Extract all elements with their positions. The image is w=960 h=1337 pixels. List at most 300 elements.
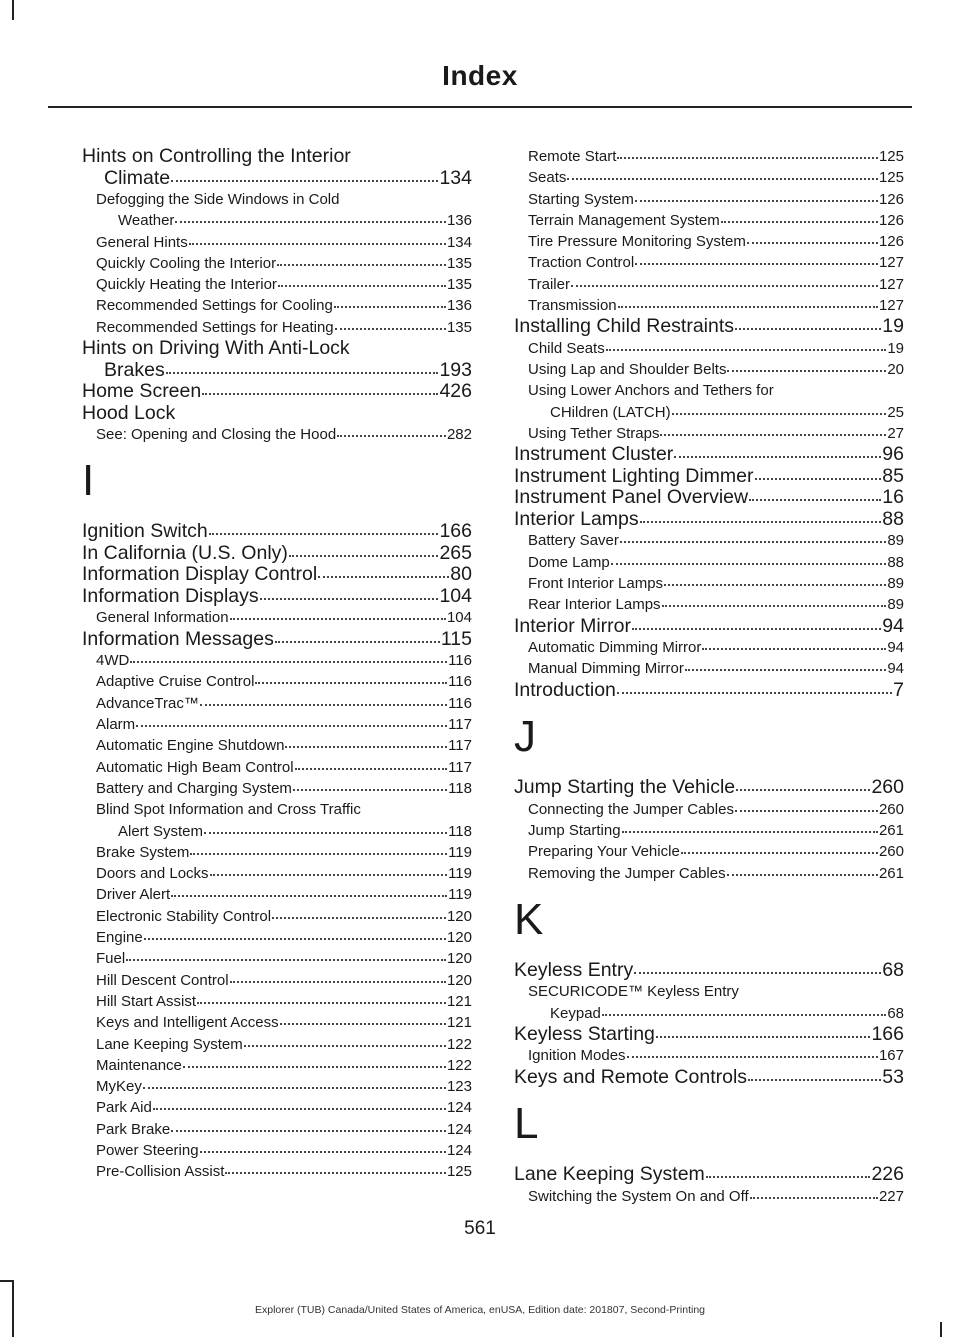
index-page-number: 20 bbox=[887, 361, 904, 379]
index-entry-text: Battery and Charging System bbox=[96, 779, 292, 797]
index-entry-text: Hints on Driving With Anti-Lock bbox=[82, 337, 350, 360]
dot-leader bbox=[606, 338, 887, 351]
index-page-number: 68 bbox=[882, 958, 904, 981]
index-page-number: 89 bbox=[887, 596, 904, 614]
index-page-number: 126 bbox=[878, 190, 904, 208]
index-entry[interactable] bbox=[82, 521, 472, 543]
index-subentry[interactable] bbox=[82, 757, 472, 778]
dot-leader bbox=[656, 1022, 871, 1038]
index-subentry[interactable] bbox=[514, 658, 904, 679]
dot-leader bbox=[721, 210, 878, 223]
index-page-number: 115 bbox=[440, 627, 472, 650]
index-page-number: 261 bbox=[878, 864, 904, 882]
index-page-number: 261 bbox=[878, 821, 904, 839]
dot-leader bbox=[571, 274, 878, 287]
index-subentry[interactable] bbox=[82, 991, 472, 1012]
dot-leader bbox=[293, 778, 447, 791]
index-entry-text: Keyless Starting bbox=[514, 1022, 655, 1045]
index-entry-text: Installing Child Restraints bbox=[514, 315, 735, 338]
index-subentry[interactable] bbox=[514, 295, 904, 316]
index-entry-text: Instrument Cluster bbox=[514, 443, 674, 466]
index-entry-text: Quickly Heating the Interior bbox=[96, 276, 277, 294]
index-entry-text: Trailer bbox=[528, 275, 570, 293]
index-subentry[interactable] bbox=[82, 1012, 472, 1033]
index-entry[interactable] bbox=[82, 586, 472, 608]
index-page-number: 80 bbox=[450, 563, 472, 586]
index-page-number: 117 bbox=[448, 716, 472, 734]
index-page-number: 134 bbox=[439, 166, 472, 189]
index-subentry[interactable] bbox=[82, 1055, 472, 1076]
index-subentry[interactable] bbox=[82, 295, 472, 316]
index-entry-text: Connecting the Jumper Cables bbox=[528, 800, 734, 818]
index-entry-text: Hill Descent Control bbox=[96, 971, 229, 989]
index-entry-text: See: Opening and Closing the Hood bbox=[96, 426, 337, 444]
dot-leader bbox=[197, 991, 446, 1004]
index-subentry[interactable] bbox=[514, 637, 904, 658]
index-subentry[interactable] bbox=[82, 1140, 472, 1161]
index-page-number: 120 bbox=[446, 971, 472, 989]
index-page-number: 166 bbox=[439, 520, 472, 543]
dot-leader bbox=[200, 1141, 446, 1154]
index-subentry[interactable] bbox=[82, 253, 472, 274]
index-subentry[interactable] bbox=[82, 714, 472, 735]
dot-leader bbox=[230, 970, 446, 983]
index-subentry[interactable] bbox=[514, 1045, 904, 1066]
index-page-number: 89 bbox=[887, 574, 904, 592]
index-subentry[interactable] bbox=[514, 1186, 904, 1207]
index-page-number: 121 bbox=[446, 992, 472, 1010]
dot-leader bbox=[632, 614, 881, 630]
index-entry-text: Recommended Settings for Cooling bbox=[96, 297, 333, 315]
dot-leader bbox=[748, 1065, 881, 1081]
index-page-number: 117 bbox=[448, 737, 472, 755]
index-entry-text: Introduction bbox=[514, 678, 616, 701]
index-page-number: 260 bbox=[878, 843, 904, 861]
dot-leader bbox=[175, 211, 446, 224]
index-entry-text: Brakes bbox=[104, 358, 165, 381]
index-page-number: 25 bbox=[887, 403, 904, 421]
index-entry-text: CHildren (LATCH) bbox=[550, 403, 671, 421]
index-subentry[interactable] bbox=[514, 820, 904, 841]
index-entry-text: Instrument Lighting Dimmer bbox=[514, 464, 754, 487]
index-subentry[interactable] bbox=[514, 552, 904, 573]
index-subentry[interactable] bbox=[82, 906, 472, 927]
index-subentry[interactable] bbox=[514, 210, 904, 231]
dot-leader bbox=[727, 360, 886, 373]
index-subentry[interactable] bbox=[82, 735, 472, 756]
index-entry-text: Using Lap and Shoulder Belts bbox=[528, 361, 727, 379]
index-entry-text: Electronic Stability Control bbox=[96, 907, 272, 925]
index-entry[interactable] bbox=[514, 960, 904, 982]
dot-leader bbox=[278, 275, 446, 288]
dot-leader bbox=[755, 464, 882, 480]
index-entry[interactable] bbox=[82, 381, 472, 403]
index-entry-text: Preparing Your Vehicle bbox=[528, 843, 680, 861]
index-page-number: 120 bbox=[446, 950, 472, 968]
index-page-number: 19 bbox=[887, 339, 904, 357]
index-entry[interactable] bbox=[514, 680, 904, 702]
index-entry-text: Transmission bbox=[528, 297, 617, 315]
index-subentry[interactable] bbox=[82, 1034, 472, 1055]
dot-leader bbox=[747, 232, 878, 245]
index-entry-text: SECURICODE™ Keyless Entry bbox=[528, 983, 739, 1001]
dot-leader bbox=[277, 253, 446, 266]
index-page-number: 119 bbox=[448, 843, 472, 861]
crop-mark-bottom-right bbox=[940, 1322, 942, 1337]
index-entry-text: Information Displays bbox=[82, 584, 259, 607]
dot-leader bbox=[635, 253, 878, 266]
index-entry-text: Keyless Entry bbox=[514, 958, 634, 981]
index-page-number: 116 bbox=[448, 652, 472, 670]
index-subentry[interactable] bbox=[82, 189, 472, 232]
index-entry-text: Defogging the Side Windows in Cold bbox=[96, 191, 340, 208]
index-subentry[interactable] bbox=[514, 231, 904, 252]
index-subentry[interactable] bbox=[82, 799, 472, 842]
index-page-number: 265 bbox=[439, 541, 472, 564]
index-subentry[interactable] bbox=[82, 671, 472, 692]
index-page-number: 7 bbox=[893, 678, 904, 701]
index-entry[interactable] bbox=[514, 777, 904, 799]
index-column-left bbox=[82, 146, 472, 1183]
index-page-number: 166 bbox=[871, 1022, 904, 1045]
index-page-number: 135 bbox=[446, 318, 472, 336]
index-page-number: 68 bbox=[887, 1004, 904, 1022]
index-page-number: 126 bbox=[878, 211, 904, 229]
index-entry-text: Interior Lamps bbox=[514, 507, 639, 530]
index-subentry[interactable] bbox=[514, 146, 904, 167]
index-entry-text: Information Messages bbox=[82, 627, 274, 650]
index-entry-text: Battery Saver bbox=[528, 532, 619, 550]
dot-leader bbox=[230, 608, 446, 621]
index-entry-text: Quickly Cooling the Interior bbox=[96, 254, 277, 272]
dot-leader bbox=[735, 315, 881, 331]
index-page-number: 27 bbox=[887, 425, 904, 443]
dot-leader bbox=[672, 402, 887, 415]
index-entry-text: Tire Pressure Monitoring System bbox=[528, 233, 746, 251]
dot-leader bbox=[143, 1077, 446, 1090]
index-page-number: 117 bbox=[448, 758, 472, 776]
index-subentry[interactable] bbox=[82, 650, 472, 671]
index-page-number: 134 bbox=[446, 233, 472, 251]
index-subentry[interactable] bbox=[514, 841, 904, 862]
index-entry[interactable] bbox=[514, 616, 904, 638]
dot-leader bbox=[334, 296, 446, 309]
index-subentry[interactable] bbox=[82, 693, 472, 714]
index-subentry[interactable] bbox=[82, 927, 472, 948]
dot-leader bbox=[750, 1186, 878, 1199]
index-entry[interactable] bbox=[82, 543, 472, 565]
index-entry-text: MyKey bbox=[96, 1078, 142, 1096]
index-entry-text: Maintenance bbox=[96, 1056, 182, 1074]
index-page-number: 125 bbox=[878, 169, 904, 187]
index-subentry[interactable] bbox=[82, 607, 472, 628]
index-entry-text: Jump Starting bbox=[528, 821, 621, 839]
index-entry-text: Removing the Jumper Cables bbox=[528, 864, 726, 882]
index-entry-text: Park Brake bbox=[96, 1120, 171, 1138]
index-entry-text: Weather bbox=[118, 212, 175, 230]
index-page-number: 88 bbox=[882, 507, 904, 530]
index-subentry[interactable] bbox=[82, 1076, 472, 1097]
dot-leader bbox=[166, 358, 439, 374]
dot-leader bbox=[749, 486, 881, 502]
index-entry-text: Automatic High Beam Control bbox=[96, 758, 294, 776]
index-subentry[interactable] bbox=[82, 232, 472, 253]
index-page-number: 260 bbox=[878, 800, 904, 818]
index-subentry[interactable] bbox=[82, 884, 472, 905]
index-entry[interactable] bbox=[82, 629, 472, 651]
dot-leader bbox=[622, 820, 878, 833]
header-divider bbox=[48, 106, 912, 108]
dot-leader bbox=[210, 864, 448, 877]
dot-leader bbox=[318, 563, 449, 579]
dot-leader bbox=[225, 1162, 446, 1175]
index-entry[interactable] bbox=[514, 509, 904, 531]
index-page-number: 127 bbox=[878, 297, 904, 315]
index-subentry[interactable] bbox=[82, 970, 472, 991]
index-entry-text: Alarm bbox=[96, 716, 136, 734]
index-page-number: 104 bbox=[446, 609, 472, 627]
index-entry-text: Keys and Intelligent Access bbox=[96, 1014, 279, 1032]
dot-leader bbox=[702, 638, 886, 651]
index-entry-text: Brake System bbox=[96, 843, 190, 861]
index-subentry[interactable] bbox=[514, 380, 904, 423]
index-subentry[interactable] bbox=[82, 317, 472, 338]
index-entry-text: Lane Keeping System bbox=[96, 1035, 243, 1053]
dot-leader bbox=[209, 520, 439, 536]
index-page-number: 53 bbox=[882, 1065, 904, 1088]
index-page-number: 118 bbox=[448, 779, 472, 797]
index-entry-text: Automatic Engine Shutdown bbox=[96, 737, 285, 755]
dot-leader bbox=[662, 595, 887, 608]
dot-leader bbox=[335, 317, 446, 330]
dot-leader bbox=[171, 885, 447, 898]
index-subentry[interactable] bbox=[514, 981, 904, 1024]
index-page-number: 136 bbox=[446, 212, 472, 230]
index-entry[interactable] bbox=[514, 487, 904, 509]
index-page-number: 125 bbox=[446, 1163, 472, 1181]
dot-leader bbox=[144, 928, 446, 941]
dot-leader bbox=[618, 296, 878, 309]
index-page-number: 260 bbox=[871, 776, 904, 799]
dot-leader bbox=[685, 659, 886, 672]
index-page-number: 135 bbox=[446, 276, 472, 294]
page-title: Index bbox=[442, 60, 518, 91]
index-page-number: 124 bbox=[446, 1099, 472, 1117]
dot-leader bbox=[635, 189, 878, 202]
index-subentry[interactable] bbox=[514, 423, 904, 444]
dot-leader bbox=[189, 232, 446, 245]
index-subentry[interactable] bbox=[514, 530, 904, 551]
index-page-number: 119 bbox=[448, 865, 472, 883]
index-entry-text: Dome Lamp bbox=[528, 553, 610, 571]
index-entry-text: Remote Start bbox=[528, 148, 617, 165]
dot-leader bbox=[200, 693, 447, 706]
index-page-number: 167 bbox=[878, 1047, 904, 1065]
page-number: 561 bbox=[464, 1218, 496, 1239]
index-entry-text: Alert System bbox=[118, 822, 204, 840]
dot-leader bbox=[285, 736, 447, 749]
index-entry-text: Information Display Control bbox=[82, 563, 318, 586]
dot-leader bbox=[280, 1013, 446, 1026]
index-column-right bbox=[514, 146, 904, 1207]
index-entry-text: Ignition Modes bbox=[528, 1047, 626, 1065]
dot-leader bbox=[627, 1046, 878, 1059]
dot-leader bbox=[735, 799, 878, 812]
index-entry[interactable] bbox=[514, 1024, 904, 1046]
dot-leader bbox=[660, 424, 886, 437]
index-entry[interactable] bbox=[82, 564, 472, 586]
index-entry-text: Keypad bbox=[550, 1004, 601, 1022]
dot-leader bbox=[260, 584, 439, 600]
index-entry-text: Automatic Dimming Mirror bbox=[528, 639, 702, 657]
dot-leader bbox=[136, 715, 447, 728]
index-subentry[interactable] bbox=[514, 167, 904, 188]
index-page-number: 116 bbox=[448, 673, 472, 691]
index-page-number: 96 bbox=[882, 443, 904, 466]
index-subentry[interactable] bbox=[514, 252, 904, 273]
dot-leader bbox=[337, 425, 446, 438]
index-subentry[interactable] bbox=[514, 863, 904, 884]
index-entry-text: Rear Interior Lamps bbox=[528, 596, 661, 614]
index-entry-text: Pre-Collision Assist bbox=[96, 1163, 225, 1181]
dot-leader bbox=[275, 627, 440, 643]
dot-leader bbox=[295, 757, 447, 770]
dot-leader bbox=[617, 678, 892, 694]
index-page-number: 85 bbox=[882, 464, 904, 487]
index-entry-text: Keys and Remote Controls bbox=[514, 1065, 748, 1088]
index-entry-text: Adaptive Cruise Control bbox=[96, 673, 255, 691]
index-subentry[interactable] bbox=[82, 1097, 472, 1118]
index-entry-text: Lane Keeping System bbox=[514, 1163, 705, 1186]
index-entry[interactable] bbox=[514, 466, 904, 488]
index-subentry[interactable] bbox=[514, 359, 904, 380]
dot-leader bbox=[567, 168, 878, 181]
index-entry-text: General Hints bbox=[96, 233, 188, 251]
index-subentry[interactable] bbox=[514, 189, 904, 210]
index-entry-text: Child Seats bbox=[528, 339, 605, 357]
index-subentry[interactable] bbox=[514, 274, 904, 295]
index-page-number: 94 bbox=[882, 614, 904, 637]
dot-leader bbox=[204, 821, 447, 834]
index-subentry[interactable] bbox=[82, 948, 472, 969]
index-entry-text: Driver Alert bbox=[96, 886, 171, 904]
dot-leader bbox=[183, 1055, 446, 1068]
index-subentry[interactable] bbox=[82, 778, 472, 799]
index-page-number: 125 bbox=[878, 148, 904, 165]
index-page-number: 116 bbox=[448, 694, 472, 712]
index-entry-text: Seats bbox=[528, 169, 567, 187]
dot-leader bbox=[153, 1098, 446, 1111]
index-entry-text: Traction Control bbox=[528, 254, 635, 272]
index-entry-text: Doors and Locks bbox=[96, 865, 209, 883]
index-subentry[interactable] bbox=[82, 274, 472, 295]
index-entry-text: Park Aid bbox=[96, 1099, 152, 1117]
index-entry-text: Hood Lock bbox=[82, 401, 176, 424]
index-entry[interactable] bbox=[82, 338, 472, 381]
index-subentry[interactable] bbox=[82, 424, 472, 445]
index-page-number: 121 bbox=[446, 1014, 472, 1032]
index-entry-text: Using Lower Anchors and Tethers for bbox=[528, 382, 774, 400]
dot-leader bbox=[727, 863, 878, 876]
crop-mark-top-left bbox=[12, 0, 14, 20]
index-entry-text: Instrument Panel Overview bbox=[514, 486, 749, 509]
index-page-number: 426 bbox=[439, 380, 472, 403]
index-section-letter: K bbox=[514, 894, 544, 944]
index-entry[interactable] bbox=[514, 444, 904, 466]
index-subentry[interactable] bbox=[514, 594, 904, 615]
dot-leader bbox=[620, 531, 886, 544]
crop-mark-bottom-left-h bbox=[0, 1280, 14, 1282]
index-subentry[interactable] bbox=[82, 1119, 472, 1140]
index-page-number: 226 bbox=[871, 1163, 904, 1186]
dot-leader bbox=[617, 147, 878, 160]
index-entry[interactable] bbox=[82, 146, 472, 189]
index-page-number: 136 bbox=[446, 297, 472, 315]
index-entry[interactable] bbox=[514, 1067, 904, 1089]
index-subentry[interactable] bbox=[82, 842, 472, 863]
index-subentry[interactable] bbox=[82, 1161, 472, 1182]
dot-leader bbox=[171, 1119, 446, 1132]
index-page-number: 227 bbox=[878, 1187, 904, 1205]
index-entry-text: Switching the System On and Off bbox=[528, 1187, 749, 1205]
index-page-number: 89 bbox=[887, 532, 904, 550]
index-section-letter: I bbox=[82, 456, 95, 506]
index-page-number: 126 bbox=[878, 233, 904, 251]
dot-leader bbox=[602, 1003, 886, 1016]
index-subentry[interactable] bbox=[514, 573, 904, 594]
dot-leader bbox=[640, 507, 882, 523]
index-entry-text: Fuel bbox=[96, 950, 126, 968]
dot-leader bbox=[664, 573, 886, 586]
index-entry[interactable] bbox=[82, 403, 472, 425]
index-page-number: 88 bbox=[887, 553, 904, 571]
dot-leader bbox=[126, 949, 446, 962]
index-subentry[interactable] bbox=[514, 799, 904, 820]
index-entry-text: In California (U.S. Only) bbox=[82, 541, 288, 564]
index-page-number: 118 bbox=[448, 822, 472, 840]
dot-leader bbox=[244, 1034, 446, 1047]
index-page-number: 19 bbox=[882, 315, 904, 338]
index-entry-text: Hill Start Assist bbox=[96, 992, 197, 1010]
index-entry-text: Power Steering bbox=[96, 1142, 199, 1159]
dot-leader bbox=[130, 651, 447, 664]
index-entry-text: AdvanceTrac™ bbox=[96, 694, 199, 712]
index-entry-text: Terrain Management System bbox=[528, 211, 720, 229]
index-entry[interactable] bbox=[514, 316, 904, 338]
index-entry-text: Engine bbox=[96, 929, 143, 947]
index-entry-text: Front Interior Lamps bbox=[528, 574, 664, 592]
index-page-number: 120 bbox=[446, 907, 472, 925]
index-page-number: 122 bbox=[446, 1056, 472, 1074]
dot-leader bbox=[289, 541, 439, 557]
index-entry-text: Manual Dimming Mirror bbox=[528, 660, 684, 678]
index-entry-text: Jump Starting the Vehicle bbox=[514, 776, 736, 799]
dot-leader bbox=[634, 958, 881, 974]
index-subentry[interactable] bbox=[514, 338, 904, 359]
index-page-number: 193 bbox=[439, 358, 472, 381]
index-subentry[interactable] bbox=[82, 863, 472, 884]
index-entry[interactable] bbox=[514, 1164, 904, 1186]
index-entry-text: 4WD bbox=[96, 652, 130, 670]
index-entry-text: Home Screen bbox=[82, 380, 202, 403]
index-entry-text: General Information bbox=[96, 609, 229, 627]
index-page-number: 120 bbox=[446, 929, 472, 947]
dot-leader bbox=[674, 443, 881, 459]
index-entry-text: Ignition Switch bbox=[82, 520, 208, 543]
index-entry-text: Blind Spot Information and Cross Traffic bbox=[96, 801, 361, 819]
index-page-number: 119 bbox=[448, 886, 472, 904]
index-entry-text: Climate bbox=[104, 166, 171, 189]
